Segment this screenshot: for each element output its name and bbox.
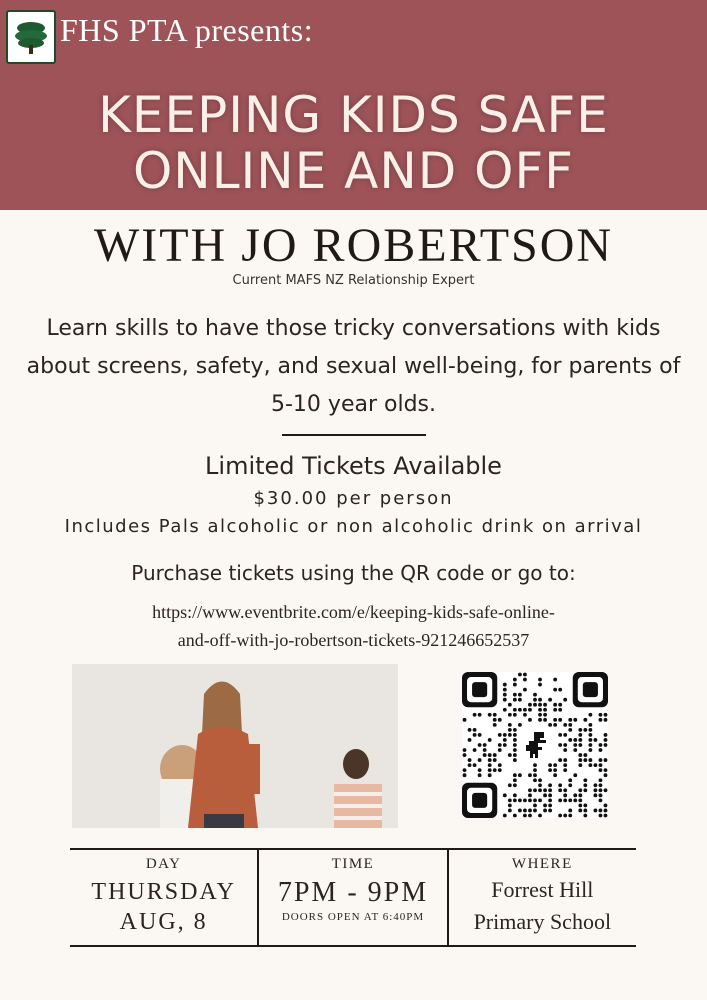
school-crest-tree-icon (6, 10, 56, 64)
event-description: Learn skills to have those tricky conversations with kids about screens, safety, and sexual well-being, for parents of 5-10 year olds. (26, 316, 681, 417)
day-label: DAY (145, 856, 182, 872)
ticket-includes: Includes Pals alcoholic or non alcoholic drink on arrival (64, 516, 643, 537)
time-column (257, 850, 446, 945)
day-value: THURSDAY (91, 879, 236, 905)
speaker-photo (72, 664, 398, 828)
where-label: WHERE (511, 856, 573, 872)
headline-line-2: ONLINE AND OFF (132, 142, 575, 200)
ticket-url-line-2[interactable]: and-off-with-jo-robertson-tickets-921246652537 (177, 630, 530, 650)
headline-line-1: KEEPING KIDS SAFE (98, 86, 609, 144)
ticket-url-line-1[interactable]: https://www.eventbrite.com/e/keeping-kids-safe-online- (152, 602, 555, 622)
ticket-price: $30.00 per person (253, 488, 454, 509)
presenter-line: FHS PTA presents: (60, 12, 314, 48)
time-label: TIME (331, 856, 375, 872)
qr-code-icon[interactable] (462, 672, 608, 818)
where-column (447, 850, 636, 945)
day-column (70, 850, 257, 945)
dinosaur-icon (524, 730, 546, 760)
speaker-role: Current MAFS NZ Relationship Expert (232, 273, 475, 288)
header-banner (0, 0, 707, 210)
purchase-instructions: Purchase tickets using the QR code or go to: (131, 561, 576, 585)
date-value: AUG, 8 (119, 909, 208, 935)
venue-line-2: Primary School (473, 909, 612, 934)
venue-line-1: Forrest Hill (491, 877, 594, 902)
event-details-table (70, 848, 636, 947)
speaker-name: WITH JO ROBERTSON (93, 219, 614, 272)
tickets-heading: Limited Tickets Available (205, 452, 502, 480)
divider (282, 434, 426, 436)
time-value: 7PM - 9PM (277, 877, 429, 908)
doors-open-time: DOORS OPEN AT 6:40PM (281, 911, 425, 923)
ticket-url-link[interactable] (60, 598, 647, 654)
